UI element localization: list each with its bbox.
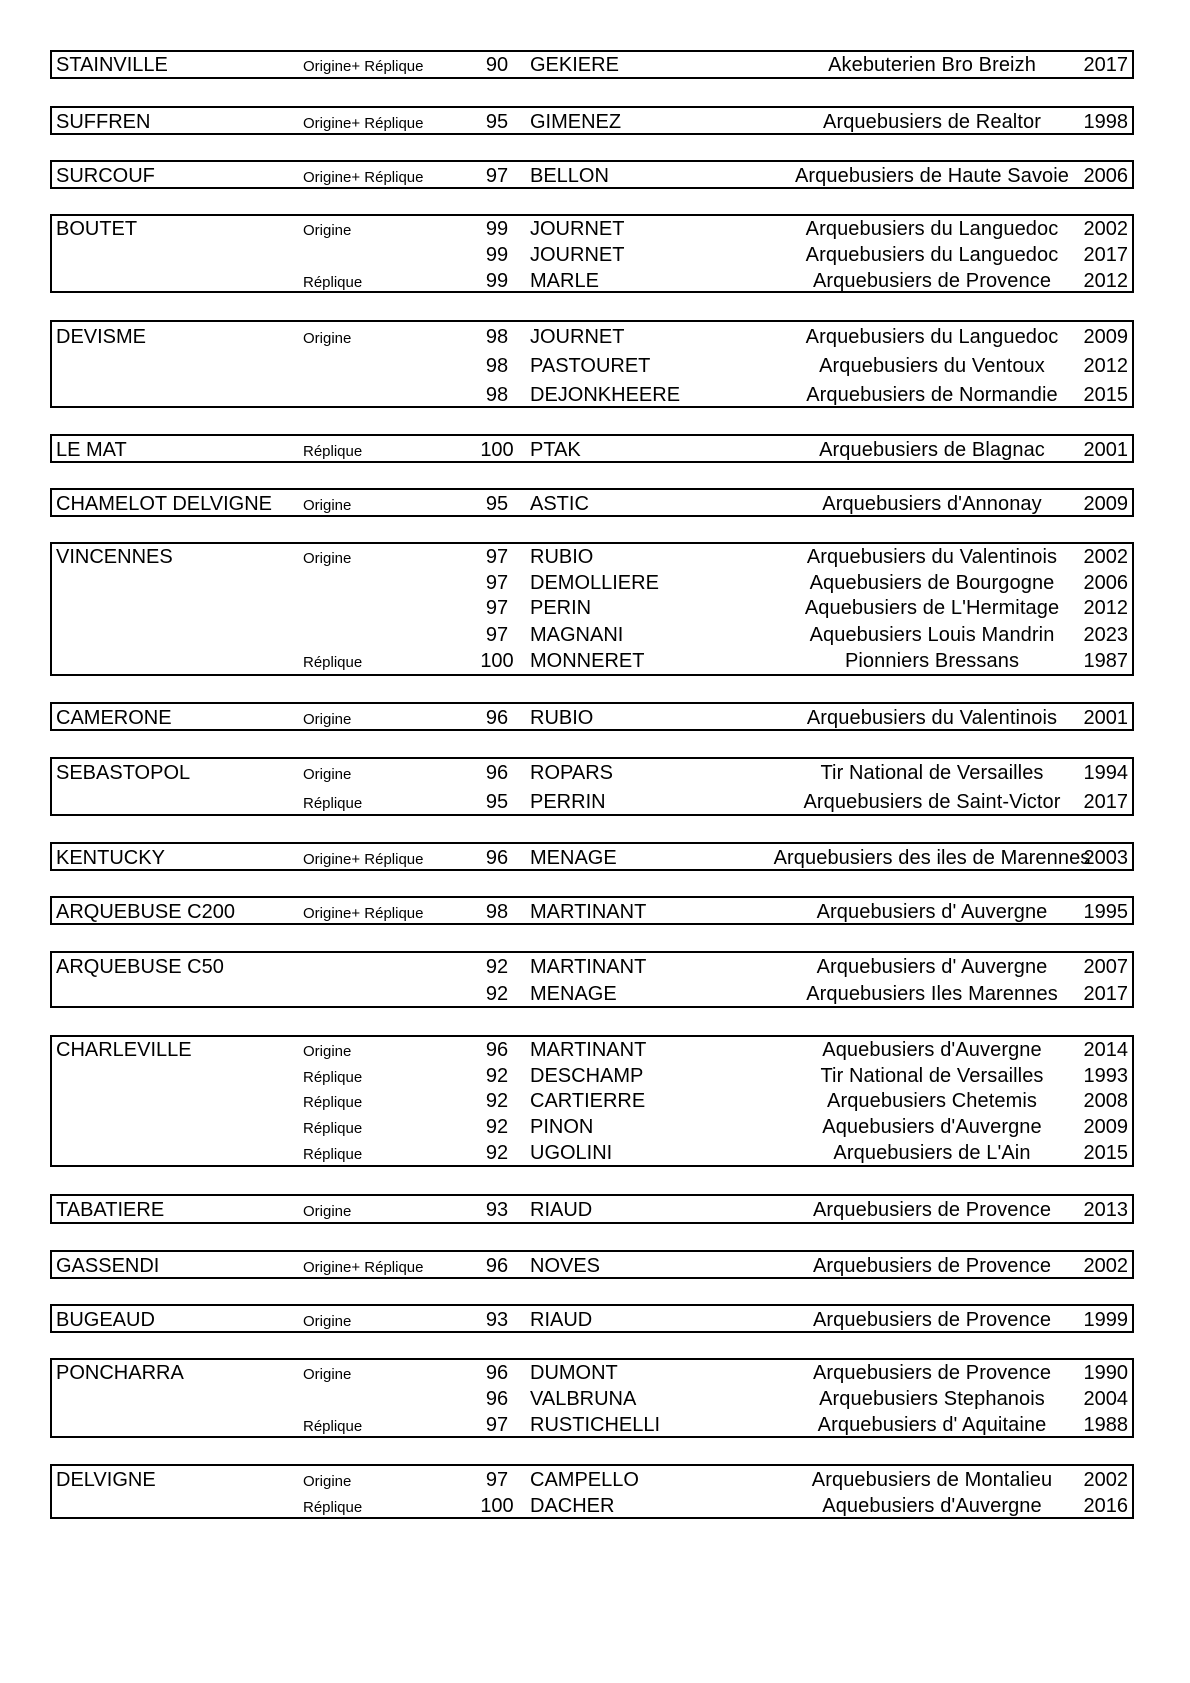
record-group [50,434,1134,463]
record-year: 2009 [1083,326,1128,348]
club-name: Aquebusiers d'Auvergne [822,1039,1042,1061]
record-score: 92 [485,1142,509,1164]
record-type: Réplique [303,1418,363,1435]
record-group [50,951,1134,1008]
shooter-name: UGOLINI [530,1142,613,1164]
shooter-name: MONNERET [530,650,645,672]
record-year: 2017 [1083,244,1128,266]
club-name: Arquebusiers de Provence [812,1199,1052,1221]
record-group [50,1358,1134,1438]
record-score: 97 [485,597,509,619]
record-score: 96 [485,847,509,869]
record-year: 2012 [1083,270,1128,292]
club-name: Arquebusiers de Normandie [806,384,1058,406]
record-type: Origine [303,1366,352,1383]
record-type: Réplique [303,1069,363,1086]
record-group [50,1250,1134,1279]
club-name: Aquebusiers d'Auvergne [822,1495,1042,1517]
record-score: 95 [485,493,509,515]
weapon-name: SURCOUF [56,165,155,187]
record-type: Réplique [303,274,363,291]
club-name: Arquebusiers Iles Marennes [806,983,1058,1005]
weapon-name: TABATIERE [56,1199,165,1221]
record-year: 1995 [1083,901,1128,923]
record-score: 98 [485,355,509,377]
club-name: Arquebusiers du Ventoux [819,355,1045,377]
weapon-name: ARQUEBUSE C200 [56,901,235,923]
record-score: 95 [485,111,509,133]
record-score: 92 [485,1065,509,1087]
shooter-name: JOURNET [530,218,625,240]
record-year: 1987 [1083,650,1128,672]
record-type: Réplique [303,795,363,812]
weapon-name: BUGEAUD [56,1309,155,1331]
record-score: 97 [485,1469,509,1491]
shooter-name: JOURNET [530,326,625,348]
shooter-name: DACHER [530,1495,615,1517]
club-name: Arquebusiers des iles de Marennes [773,847,1091,869]
shooter-name: PTAK [530,439,581,461]
record-year: 2023 [1083,624,1128,646]
record-group [50,320,1134,408]
record-score: 92 [485,956,509,978]
record-year: 2017 [1083,983,1128,1005]
record-type: Origine [303,330,352,347]
shooter-name: MENAGE [530,847,617,869]
record-score: 96 [485,1388,509,1410]
record-type: Réplique [303,654,363,671]
record-type: Réplique [303,1094,363,1111]
shooter-name: MENAGE [530,983,617,1005]
club-name: Akebuterien Bro Breizh [828,54,1036,76]
record-type: Origine+ Réplique [303,1259,424,1276]
record-year: 2016 [1083,1495,1128,1517]
shooter-name: NOVES [530,1255,601,1277]
club-name: Arquebusiers d' Aquitaine [817,1414,1047,1436]
club-name: Arquebusiers d'Annonay [822,493,1042,515]
record-score: 93 [485,1309,509,1331]
record-score: 92 [485,1090,509,1112]
shooter-name: DUMONT [530,1362,618,1384]
record-year: 1993 [1083,1065,1128,1087]
weapon-name: SEBASTOPOL [56,762,191,784]
shooter-name: VALBRUNA [530,1388,637,1410]
record-year: 2014 [1083,1039,1128,1061]
record-score: 99 [485,244,509,266]
club-name: Aquebusiers Louis Mandrin [809,624,1055,646]
weapon-name: BOUTET [56,218,138,240]
club-name: Arquebusiers du Languedoc [805,218,1059,240]
record-year: 2001 [1083,439,1128,461]
record-score: 98 [485,901,509,923]
weapon-name: CHARLEVILLE [56,1039,192,1061]
club-name: Aquebusiers d'Auvergne [822,1116,1042,1138]
record-group [50,488,1134,517]
shooter-name: BELLON [530,165,609,187]
record-group [50,160,1134,189]
club-name: Arquebusiers de Provence [812,270,1052,292]
record-year: 1999 [1083,1309,1128,1331]
record-score: 96 [485,1255,509,1277]
club-name: Pionniers Bressans [844,650,1020,672]
shooter-name: MARTINANT [530,901,647,923]
record-year: 2007 [1083,956,1128,978]
record-group [50,1464,1134,1519]
club-name: Arquebusiers de Provence [812,1309,1052,1331]
record-year: 2002 [1083,1255,1128,1277]
record-year: 2006 [1083,572,1128,594]
weapon-name: SUFFREN [56,111,151,133]
club-name: Arquebusiers d' Auvergne [816,901,1048,923]
club-name: Arquebusiers de Saint-Victor [803,791,1061,813]
record-year: 2006 [1083,165,1128,187]
shooter-name: RUSTICHELLI [530,1414,661,1436]
record-group [50,50,1134,79]
record-score: 92 [485,1116,509,1138]
record-year: 2009 [1083,1116,1128,1138]
club-name: Arquebusiers de Montalieu [811,1469,1053,1491]
record-type: Origine [303,711,352,728]
shooter-name: RUBIO [530,707,594,729]
club-name: Arquebusiers d' Auvergne [816,956,1048,978]
record-year: 2003 [1083,847,1128,869]
shooter-name: DESCHAMP [530,1065,644,1087]
shooter-name: MARLE [530,270,599,292]
record-score: 97 [485,624,509,646]
record-score: 97 [485,546,509,568]
club-name: Tir National de Versailles [820,762,1044,784]
record-score: 97 [485,1414,509,1436]
record-score: 92 [485,983,509,1005]
record-group [50,542,1134,676]
club-name: Arquebusiers du Valentinois [806,546,1058,568]
record-score: 96 [485,762,509,784]
record-year: 2012 [1083,597,1128,619]
weapon-name: CHAMELOT DELVIGNE [56,493,272,515]
record-year: 2017 [1083,54,1128,76]
record-year: 2002 [1083,218,1128,240]
club-name: Arquebusiers Stephanois [819,1388,1045,1410]
record-year: 2015 [1083,1142,1128,1164]
record-type: Origine [303,497,352,514]
record-score: 100 [480,650,514,672]
record-type: Origine [303,1313,352,1330]
shooter-name: ROPARS [530,762,613,784]
club-name: Aquebusiers de L'Hermitage [804,597,1060,619]
record-year: 2009 [1083,493,1128,515]
record-year: 1990 [1083,1362,1128,1384]
weapon-name: GASSENDI [56,1255,160,1277]
weapon-name: PONCHARRA [56,1362,184,1384]
club-name: Arquebusiers de Provence [812,1255,1052,1277]
shooter-name: PERRIN [530,791,606,813]
record-score: 97 [485,572,509,594]
shooter-name: CARTIERRE [530,1090,646,1112]
weapon-name: KENTUCKY [56,847,165,869]
record-group [50,896,1134,925]
club-name: Arquebusiers de Haute Savoie [794,165,1070,187]
club-name: Arquebusiers de Blagnac [819,439,1045,461]
weapon-name: VINCENNES [56,546,173,568]
record-type: Réplique [303,1146,363,1163]
weapon-name: DEVISME [56,326,147,348]
shooter-name: PERIN [530,597,592,619]
club-name: Arquebusiers de Realtor [823,111,1041,133]
shooter-name: RIAUD [530,1309,593,1331]
club-name: Tir National de Versailles [820,1065,1044,1087]
record-group [50,1035,1134,1167]
record-type: Réplique [303,443,363,460]
record-type: Origine+ Réplique [303,905,424,922]
shooter-name: DEJONKHEERE [530,384,681,406]
record-year: 2002 [1083,546,1128,568]
shooter-name: MARTINANT [530,1039,647,1061]
record-year: 2012 [1083,355,1128,377]
record-type: Origine [303,1203,352,1220]
shooter-name: DEMOLLIERE [530,572,659,594]
shooter-name: RIAUD [530,1199,593,1221]
club-name: Arquebusiers de Provence [812,1362,1052,1384]
record-year: 1998 [1083,111,1128,133]
weapon-name: LE MAT [56,439,127,461]
shooter-name: PASTOURET [530,355,651,377]
shooter-name: GIMENEZ [530,111,622,133]
record-type: Origine [303,222,352,239]
shooter-name: JOURNET [530,244,625,266]
record-year: 2015 [1083,384,1128,406]
record-group [50,1304,1134,1333]
shooter-name: PINON [530,1116,594,1138]
record-score: 98 [485,384,509,406]
record-year: 1988 [1083,1414,1128,1436]
club-name: Arquebusiers du Languedoc [805,244,1059,266]
record-score: 96 [485,1039,509,1061]
shooter-name: MAGNANI [530,624,624,646]
record-year: 2017 [1083,791,1128,813]
record-group [50,214,1134,293]
weapon-name: ARQUEBUSE C50 [56,956,224,978]
weapon-name: STAINVILLE [56,54,168,76]
record-year: 2004 [1083,1388,1128,1410]
club-name: Arquebusiers du Valentinois [806,707,1058,729]
record-group [50,106,1134,135]
record-type: Origine+ Réplique [303,851,424,868]
record-group [50,757,1134,816]
record-score: 100 [480,1495,514,1517]
club-name: Arquebusiers Chetemis [827,1090,1037,1112]
club-name: Arquebusiers du Languedoc [805,326,1059,348]
record-year: 2013 [1083,1199,1128,1221]
record-score: 100 [480,439,514,461]
record-year: 1994 [1083,762,1128,784]
record-score: 90 [485,54,509,76]
record-type: Origine+ Réplique [303,169,424,186]
record-type: Origine [303,1473,352,1490]
record-year: 2001 [1083,707,1128,729]
record-score: 96 [485,707,509,729]
shooter-name: GEKIERE [530,54,619,76]
record-type: Origine+ Réplique [303,58,424,75]
record-year: 2002 [1083,1469,1128,1491]
record-score: 99 [485,270,509,292]
record-type: Réplique [303,1120,363,1137]
record-score: 97 [485,165,509,187]
record-type: Origine [303,550,352,567]
record-type: Origine+ Réplique [303,115,424,132]
record-score: 99 [485,218,509,240]
record-type: Origine [303,766,352,783]
record-score: 93 [485,1199,509,1221]
record-score: 95 [485,791,509,813]
record-year: 2008 [1083,1090,1128,1112]
club-name: Arquebusiers de L'Ain [833,1142,1031,1164]
shooter-name: CAMPELLO [530,1469,639,1491]
club-name: Aquebusiers de Bourgogne [809,572,1055,594]
record-group [50,842,1134,871]
record-type: Réplique [303,1499,363,1516]
weapon-name: DELVIGNE [56,1469,156,1491]
shooter-name: MARTINANT [530,956,647,978]
weapon-name: CAMERONE [56,707,172,729]
shooter-name: RUBIO [530,546,594,568]
record-group [50,702,1134,731]
record-score: 96 [485,1362,509,1384]
record-score: 98 [485,326,509,348]
record-type: Origine [303,1043,352,1060]
record-group [50,1194,1134,1224]
shooter-name: ASTIC [530,493,589,515]
